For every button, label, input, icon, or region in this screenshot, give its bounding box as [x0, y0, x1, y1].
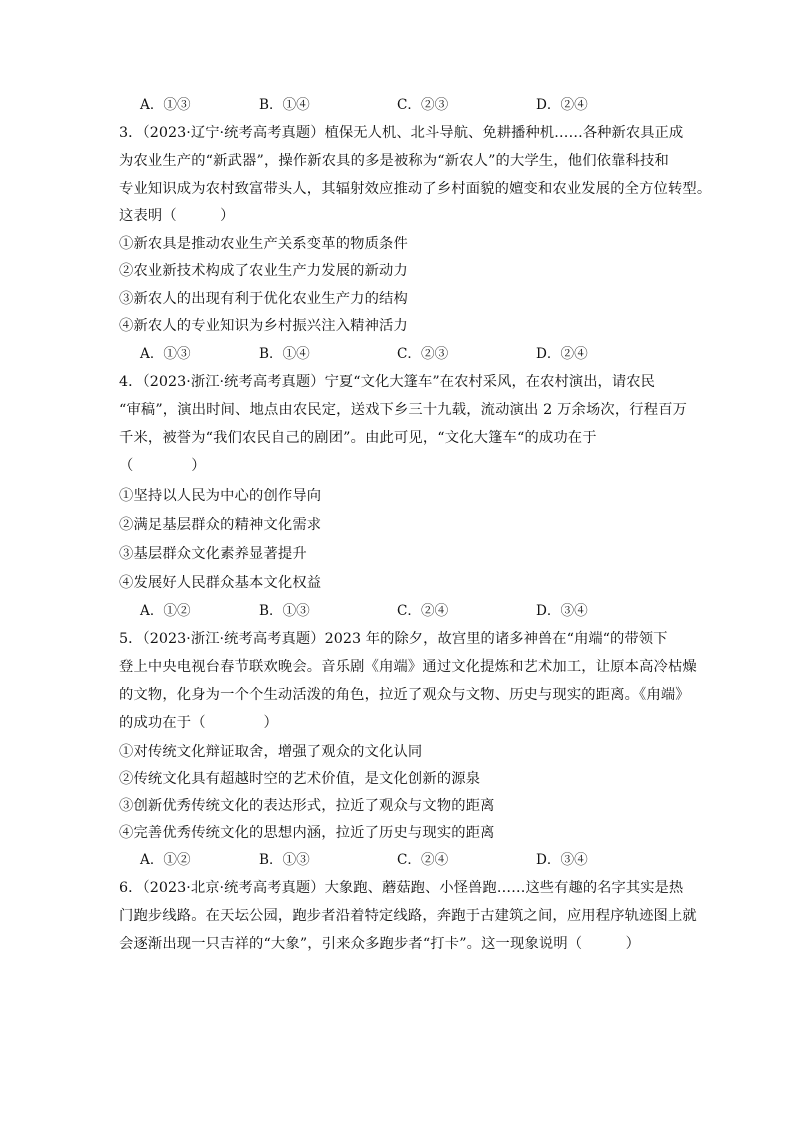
question-text-line: 的成功在于（ ）	[119, 715, 278, 731]
statement-item: ③基层群众文化素养显著提升	[119, 546, 307, 562]
question-text-line: “审稿”，演出时间、地点由农民定，送戏下乡三十九载，流动演出 2 万余场次，行程百万	[119, 402, 688, 418]
statement-item: ④完善优秀传统文化的思想内涵，拉近了历史与现实的距离	[119, 825, 495, 841]
statement-item: ③创新优秀传统文化的表达形式，拉近了观众与文物的距离	[119, 798, 495, 814]
statement-item: ②满足基层群众的精神文化需求	[119, 517, 322, 533]
option-a[interactable]: A．①②	[140, 603, 191, 619]
option-d[interactable]: D．②④	[536, 97, 588, 113]
option-a[interactable]: A．①③	[140, 346, 191, 362]
question-text-line: 5．（2023·浙江·统考高考真题）2023 年的除夕，故宫里的诸多神兽在“甪端“的带领下	[119, 631, 668, 647]
question-text-line: 的文物，化身为一个个生动活泼的角色，拉近了观众与文物、历史与现实的距离。《甪端》	[119, 687, 690, 703]
option-d[interactable]: D．③④	[536, 852, 588, 868]
question-text-line: 4．（2023·浙江·统考高考真题）宁夏“文化大篷车”在农村采风，在农村演出，请农民	[119, 374, 655, 390]
option-b[interactable]: B．①③	[259, 603, 310, 619]
option-d[interactable]: D．③④	[536, 603, 588, 619]
question-text-line: 千米，被誉为“我们农民自己的剧团”。由此可见，“文化大篷车“的成功在于	[119, 430, 597, 446]
question-text-line: 门跑步线路。在天坛公园，跑步者沿着特定线路，奔跑于古建筑之间，应用程序轨迹图上就	[119, 908, 697, 924]
options-row-q5	[140, 850, 740, 870]
option-c[interactable]: C．②④	[397, 852, 449, 868]
statement-item: ④发展好人民群众基本文化权益	[119, 575, 322, 591]
question-text-line: （ ）	[119, 458, 206, 474]
statement-item: ①新农具是推动农业生产关系变革的物质条件	[119, 236, 408, 252]
option-d[interactable]: D．②④	[536, 346, 588, 362]
option-b[interactable]: B．①④	[259, 97, 310, 113]
option-b[interactable]: B．①④	[259, 346, 310, 362]
statement-item: ①对传统文化辩证取舍，增强了观众的文化认同	[119, 744, 423, 760]
question-text-line: 这表明（ ）	[119, 208, 235, 224]
statement-item: ③新农人的出现有利于优化农业生产力的结构	[119, 291, 408, 307]
options-row-q3	[140, 344, 740, 364]
statement-item: ②传统文化具有超越时空的艺术价值，是文化创新的源泉	[119, 771, 481, 787]
statement-item: ①坚持以人民为中心的创作导向	[119, 488, 322, 504]
statement-item: ②农业新技术构成了农业生产力发展的新动力	[119, 263, 408, 279]
question-text-line: 专业知识成为农村致富带头人，其辐射效应推动了乡村面貌的嬗变和农业发展的全方位转型。	[119, 181, 712, 197]
option-a[interactable]: A．①③	[140, 97, 191, 113]
question-text-line: 为农业生产的“新武器”，操作新农具的多是被称为“新农人”的大学生，他们依靠科技和	[119, 153, 669, 169]
option-b[interactable]: B．①③	[259, 852, 310, 868]
statement-item: ④新农人的专业知识为乡村振兴注入精神活力	[119, 318, 408, 334]
question-text-line: 6．（2023·北京·统考高考真题）大象跑、蘑菇跑、小怪兽跑……这些有趣的名字其实是热	[119, 880, 684, 896]
question-text-line: 3．（2023·辽宁·统考高考真题）植保无人机、北斗导航、免耕播种机……各种新农具正成	[119, 125, 684, 141]
question-text-line: 登上中央电视台春节联欢晚会。音乐剧《甪端》通过文化提炼和艺术加工，让原本高冷枯燥	[119, 659, 697, 675]
option-c[interactable]: C．②④	[397, 603, 449, 619]
option-c[interactable]: C．②③	[397, 97, 449, 113]
question-text-line: 会逐渐出现一只吉祥的“大象”，引来众多跑步者“打卡”。这一现象说明（ ）	[119, 936, 641, 952]
option-c[interactable]: C．②③	[397, 346, 449, 362]
option-a[interactable]: A．①②	[140, 852, 191, 868]
options-row-q4	[140, 601, 740, 621]
options-row-q2	[140, 95, 740, 115]
